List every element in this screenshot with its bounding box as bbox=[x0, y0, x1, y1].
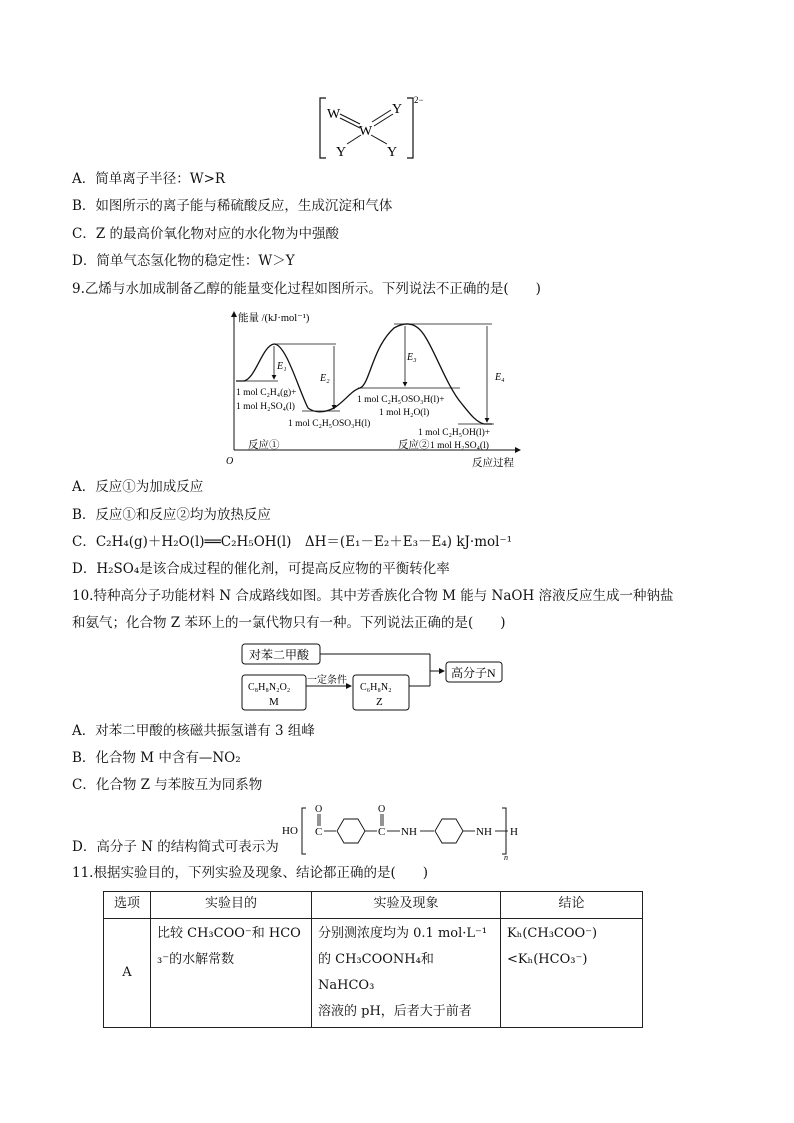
state-4b: 1 mol H₂SO₄(l) bbox=[430, 441, 489, 451]
struct-h: H bbox=[510, 826, 518, 838]
q10-stem-line2: 和氨气；化合物 Z 苯环上的一氯代物只有一种。下列说法正确的是( ) bbox=[72, 615, 506, 631]
synthesis-flowchart bbox=[238, 641, 506, 713]
struct-charge: 2− bbox=[414, 95, 424, 105]
q8-option-a: A．简单离子半径：W>R bbox=[72, 171, 226, 187]
table-row bbox=[104, 919, 643, 1028]
struct-nh-2: NH bbox=[476, 826, 492, 838]
state-3a: 1 mol C₂H₅OSO₃H(l)+ bbox=[357, 395, 445, 405]
row-option: A bbox=[104, 919, 151, 1028]
struct-y-top: Y bbox=[392, 102, 403, 117]
flow-z-formula: C₆H₈N₂ bbox=[360, 682, 392, 693]
row-purpose: 比较 CH₃COO⁻和 HCO ₃⁻的水解常数 bbox=[151, 919, 312, 1028]
struct-carbonyl-o-2: O bbox=[378, 804, 386, 815]
state-3b: 1 mol H₂O(l) bbox=[379, 408, 430, 418]
q9-option-d: D．H₂SO₄是该合成过程的催化剂，可提高反应物的平衡转化率 bbox=[72, 561, 450, 577]
flow-m-formula: C₈H₈N₂O₂ bbox=[248, 682, 291, 693]
struct-y-bottom-right: Y bbox=[387, 145, 398, 160]
label-e2: E₂ bbox=[320, 373, 330, 384]
struct-w-center: W bbox=[359, 124, 373, 139]
q10-stem-line1: 10.特种高分子功能材料 N 合成路线如图。其中芳香族化合物 M 能与 NaOH 溶液反应生成一种钠盐 bbox=[72, 588, 674, 604]
struct-y-bottom-left: Y bbox=[336, 145, 347, 160]
label-e1: E₁ bbox=[277, 361, 287, 372]
diagram-ylabel: 能量 /(kJ·mol⁻¹) bbox=[238, 313, 310, 324]
experiment-table bbox=[103, 891, 643, 1028]
q9-option-c: C．C₂H₄(g)＋H₂O(l)══C₂H₅OH(l) ΔH＝(E₁－E₂＋E₃－E₄) kJ·mol⁻¹ bbox=[72, 534, 512, 550]
label-e4: E₄ bbox=[495, 372, 505, 383]
q9-stem: 9.乙烯与水加成制备乙醇的能量变化过程如图所示。下列说法不正确的是( ) bbox=[72, 281, 541, 297]
flow-z-name: Z bbox=[376, 696, 383, 708]
diagram-origin: O bbox=[226, 456, 234, 467]
anion-structure bbox=[315, 92, 430, 164]
header-option: 选项 bbox=[104, 892, 151, 919]
reaction-1-label: 反应① bbox=[248, 440, 280, 451]
q10-option-c: C．化合物 Z 与苯胺互为同系物 bbox=[72, 777, 263, 793]
flow-m-name: M bbox=[269, 696, 279, 708]
row-phenomenon: 分别测浓度均为 0.1 mol·L⁻¹ 的 CH₃COONH₄和 NaHCO₃ 溶液的 pH，后者大于前者 bbox=[312, 919, 501, 1028]
table-header-row bbox=[104, 892, 643, 919]
q10-option-b: B．化合物 M 中含有—NO₂ bbox=[72, 750, 241, 766]
state-1a: 1 mol C₂H₄(g)+ bbox=[236, 388, 297, 398]
svg-text:C: C bbox=[315, 826, 323, 838]
q9-option-b: B．反应①和反应②均为放热反应 bbox=[72, 507, 271, 523]
flow-condition: 一定条件 bbox=[307, 675, 347, 686]
diagram-xlabel: 反应过程 bbox=[472, 458, 514, 469]
struct-n: n bbox=[504, 853, 508, 862]
polymer-structure bbox=[282, 800, 527, 862]
energy-diagram bbox=[222, 308, 527, 473]
q11-stem: 11.根据实验目的，下列实验及现象、结论都正确的是( ) bbox=[72, 865, 429, 881]
q8-option-d: D．简单气态氢化物的稳定性：W＞Y bbox=[72, 253, 295, 269]
state-4a: 1 mol C₂H₅OH(l)+ bbox=[418, 428, 491, 438]
q8-option-c: C．Z 的最高价氧化物对应的水化物为中强酸 bbox=[72, 226, 340, 242]
header-conclusion: 结论 bbox=[501, 892, 643, 919]
row-conclusion: Kₕ(CH₃COO⁻) <Kₕ(HCO₃⁻) bbox=[501, 919, 643, 1028]
struct-w-left: W bbox=[327, 107, 341, 122]
q8-option-b: B．如图所示的离子能与稀硫酸反应，生成沉淀和气体 bbox=[72, 198, 393, 214]
q9-option-a: A．反应①为加成反应 bbox=[72, 479, 204, 495]
struct-ho: HO bbox=[282, 825, 298, 837]
q10-option-d: D．高分子 N 的结构简式可表示为 bbox=[72, 839, 279, 855]
struct-nh-1: NH bbox=[401, 826, 417, 838]
flow-terephthalic-acid: 对苯二甲酸 bbox=[249, 648, 310, 662]
reaction-2-label: 反应② bbox=[398, 440, 430, 451]
struct-carbonyl-o-1: O bbox=[315, 804, 323, 815]
header-purpose: 实验目的 bbox=[151, 892, 312, 919]
flow-polymer-n: 高分子N bbox=[451, 666, 496, 680]
svg-text:C: C bbox=[378, 826, 386, 838]
state-2: 1 mol C₂H₅OSO₃H(l) bbox=[288, 419, 371, 429]
label-e3: E₃ bbox=[407, 352, 417, 363]
state-1b: 1 mol H₂SO₄(l) bbox=[236, 402, 295, 412]
header-phenomenon: 实验及现象 bbox=[312, 892, 501, 919]
q10-option-a: A．对苯二甲酸的核磁共振氢谱有 3 组峰 bbox=[72, 723, 315, 739]
